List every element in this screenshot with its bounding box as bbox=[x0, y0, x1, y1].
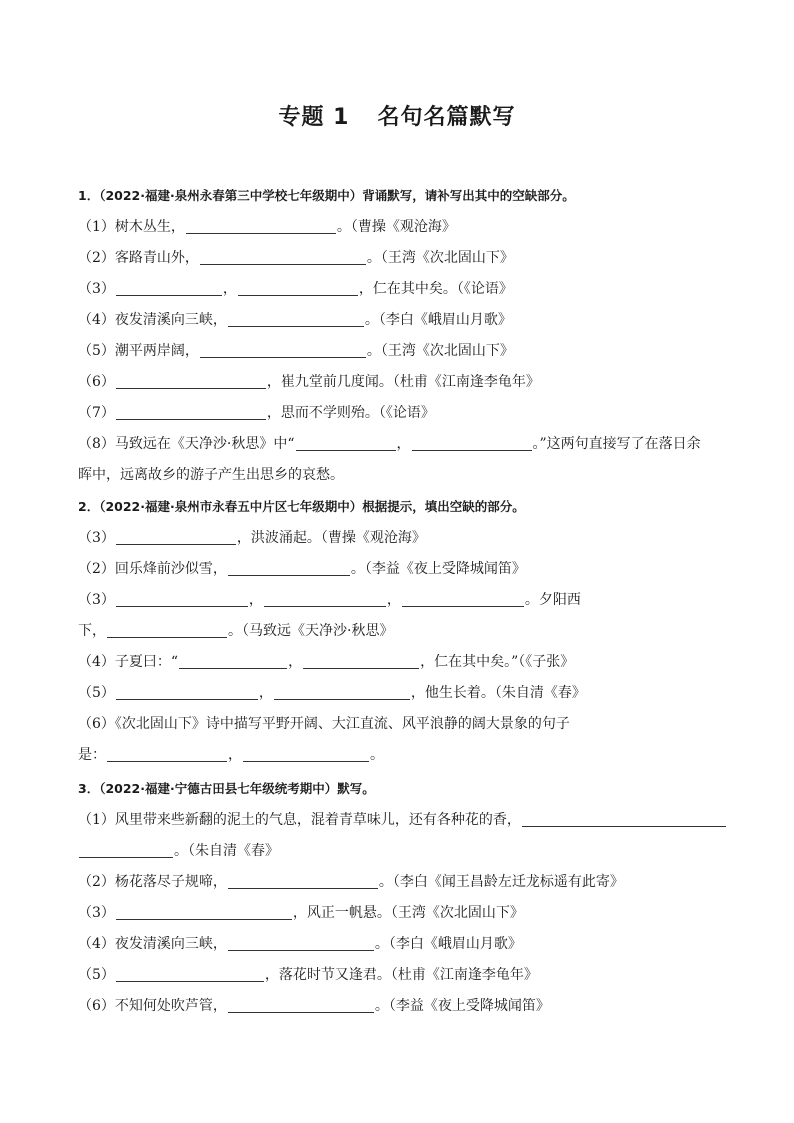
answer-blank[interactable] bbox=[303, 654, 419, 669]
q2-item-1: （3） ，洪波涌起。（曹操《观沧海》 bbox=[78, 530, 426, 546]
q1-item-3: （3） ， ，仁在其中矣。（《论语》 bbox=[78, 281, 513, 297]
answer-blank[interactable] bbox=[116, 281, 222, 296]
q2-item-6: （6）《次北固山下》诗中描写平野开阔、大江直流、风平浪静的阔大景象的句子 bbox=[78, 716, 570, 732]
answer-blank[interactable] bbox=[228, 874, 378, 889]
q3-item-1: （1）风里带来些新翻的泥土的气息，混着青草味儿，还有各种花的香， bbox=[78, 810, 727, 830]
q1-item-8: （8）马致远在《天净沙·秋思》中“ ， 。”这两句直接写了在落日余 bbox=[78, 436, 701, 452]
q1-item-2: （2）客路青山外， 。（王湾《次北固山下》 bbox=[78, 250, 514, 266]
answer-blank[interactable] bbox=[116, 967, 264, 982]
q1-item-8-cont: 晖中，远离故乡的游子产生出思乡的哀愁。 bbox=[78, 467, 344, 483]
title-part-2: 名句名篇默写 bbox=[377, 105, 516, 130]
answer-blank[interactable] bbox=[296, 436, 396, 451]
answer-blank[interactable] bbox=[412, 436, 532, 451]
q2-item-3: （3） ， ， 。夕阳西 bbox=[78, 592, 581, 608]
question-2-heading: 2．（2022·福建·泉州市永春五中片区七年级期中）根据提示，填出空缺的部分。 bbox=[78, 499, 525, 514]
q3-item-5: （5） ，落花时节又逢君。（杜甫《江南逢李龟年》 bbox=[78, 967, 538, 983]
page-title bbox=[0, 100, 794, 131]
question-3-heading: 3．（2022·福建·宁德古田县七年级统考期中）默写。 bbox=[78, 781, 375, 796]
q3-item-1-cont: 。（朱自清《春》 bbox=[78, 841, 279, 861]
q3-item-6: （6）不知何处吹芦管， 。（李益《夜上受降城闻笛》 bbox=[78, 998, 550, 1014]
answer-blank[interactable] bbox=[107, 623, 227, 638]
answer-blank[interactable] bbox=[264, 592, 386, 607]
answer-blank[interactable] bbox=[522, 812, 726, 827]
answer-blank[interactable] bbox=[228, 936, 374, 951]
answer-blank[interactable] bbox=[186, 219, 336, 234]
answer-blank[interactable] bbox=[79, 843, 173, 858]
answer-blank[interactable] bbox=[116, 905, 292, 920]
answer-blank[interactable] bbox=[228, 561, 350, 576]
q2-item-3-cont: 下， 。（马致远《天净沙·秋思》 bbox=[78, 623, 394, 639]
answer-blank[interactable] bbox=[200, 343, 366, 358]
q2-item-4: （4）子夏曰：“ ， ，仁在其中矣。”（《子张》 bbox=[78, 654, 575, 670]
answer-blank[interactable] bbox=[116, 685, 258, 700]
q3-item-2: （2）杨花落尽子规啼， 。（李白《闻王昌龄左迁龙标遥有此寄》 bbox=[78, 874, 624, 890]
q3-item-4: （4）夜发清溪向三峡， 。（李白《峨眉山月歌》 bbox=[78, 936, 522, 952]
q1-item-4: （4）夜发清溪向三峡， 。（李白《峨眉山月歌》 bbox=[78, 312, 512, 328]
q1-item-7: （7） ，思而不学则殆。（《论语》 bbox=[78, 405, 435, 421]
q2-item-6-cont: 是： ， 。 bbox=[78, 747, 384, 763]
q2-item-5: （5） ， ，他生长着。（朱自清《春》 bbox=[78, 685, 586, 701]
answer-blank[interactable] bbox=[116, 530, 236, 545]
q3-item-3: （3） ，风正一帆悬。（王湾《次北固山下》 bbox=[78, 905, 524, 921]
answer-blank[interactable] bbox=[402, 592, 524, 607]
q1-item-1: （1）树木丛生， 。（曹操《观沧海》 bbox=[78, 219, 456, 235]
answer-blank[interactable] bbox=[107, 747, 227, 762]
answer-blank[interactable] bbox=[116, 592, 248, 607]
q2-item-2: （2）回乐烽前沙似雪， 。（李益《夜上受降城闻笛》 bbox=[78, 561, 526, 577]
answer-blank[interactable] bbox=[238, 281, 358, 296]
answer-blank[interactable] bbox=[116, 405, 266, 420]
answer-blank[interactable] bbox=[228, 998, 374, 1013]
title-part-1: 专题 1 bbox=[278, 105, 350, 130]
answer-blank[interactable] bbox=[179, 654, 287, 669]
answer-blank[interactable] bbox=[200, 250, 366, 265]
q1-item-5: （5）潮平两岸阔， 。（王湾《次北固山下》 bbox=[78, 343, 514, 359]
answer-blank[interactable] bbox=[116, 374, 266, 389]
answer-blank[interactable] bbox=[243, 747, 369, 762]
answer-blank[interactable] bbox=[274, 685, 410, 700]
answer-blank[interactable] bbox=[228, 312, 364, 327]
question-1-heading: 1．（2022·福建·泉州永春第三中学校七年级期中）背诵默写，请补写出其中的空缺部分。 bbox=[78, 188, 575, 203]
q1-item-6: （6） ，崔九堂前几度闻。（杜甫《江南逢李龟年》 bbox=[78, 374, 540, 390]
